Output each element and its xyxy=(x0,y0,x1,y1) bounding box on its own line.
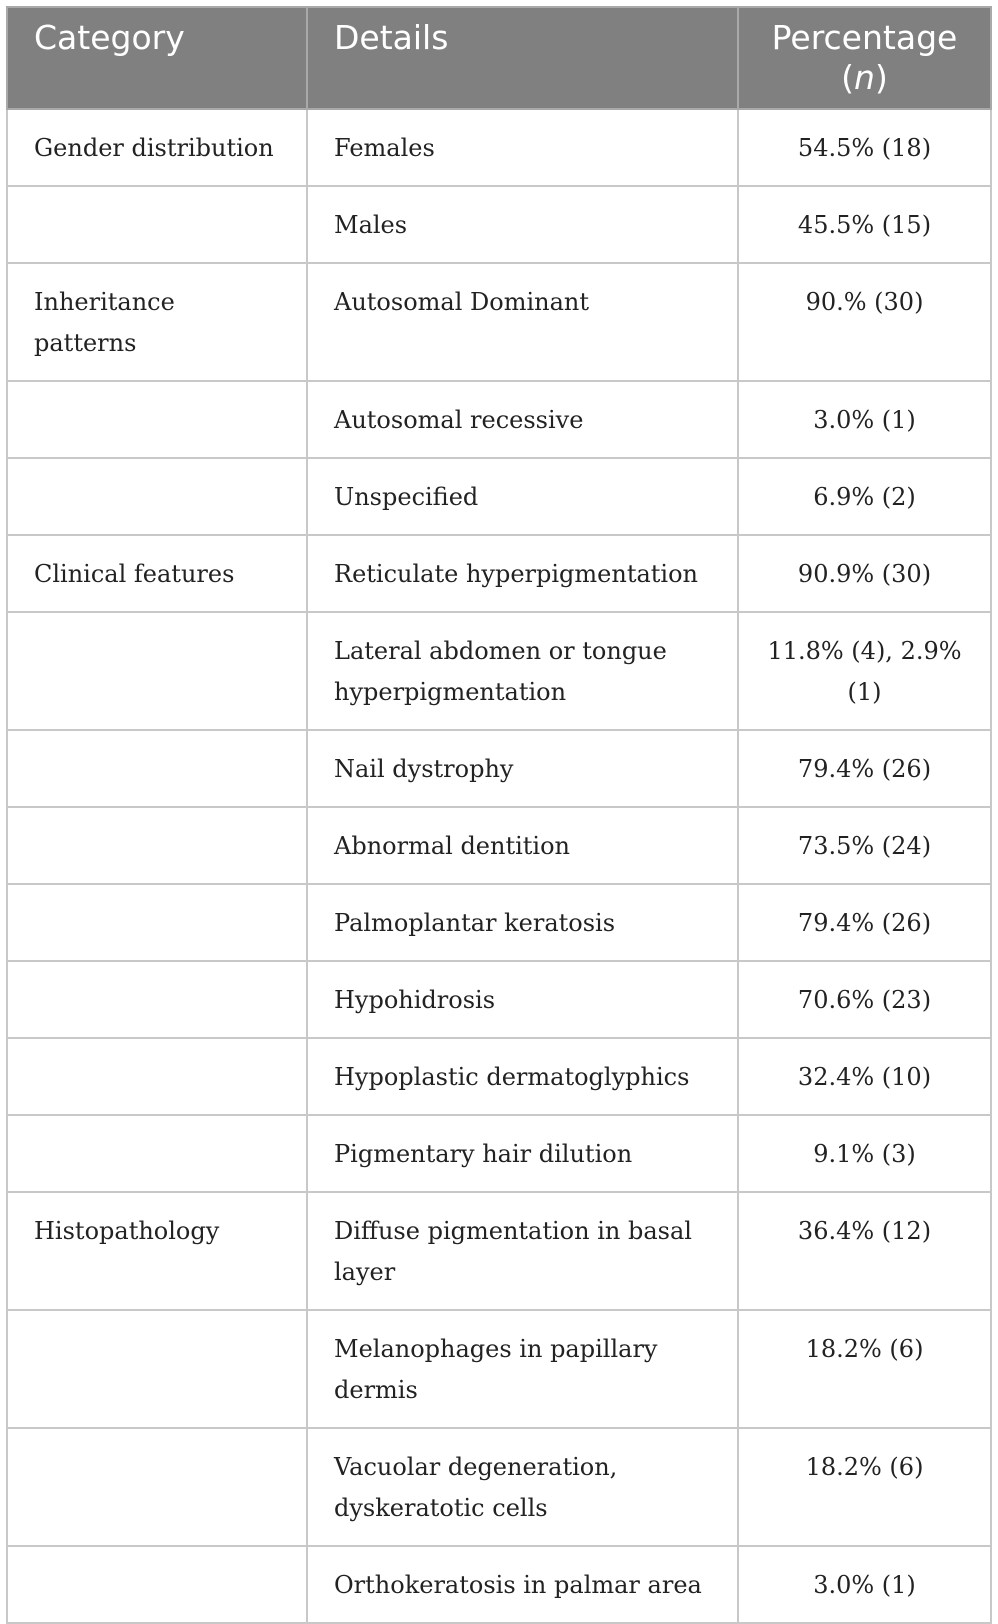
table-body xyxy=(7,109,991,1623)
cell-category: Histopathology xyxy=(7,1192,307,1310)
cell-details: Nail dystrophy xyxy=(307,730,738,807)
cell-percentage: 90.9% (30) xyxy=(738,535,991,612)
cell-percentage: 3.0% (1) xyxy=(738,1546,991,1623)
data-table xyxy=(6,6,992,1624)
cell-category xyxy=(7,807,307,884)
cell-category: Inheritance patterns xyxy=(7,263,307,381)
cell-category: Gender distribution xyxy=(7,109,307,186)
table-row xyxy=(7,381,991,458)
cell-category xyxy=(7,1428,307,1546)
cell-percentage: 18.2% (6) xyxy=(738,1310,991,1428)
table-header xyxy=(7,7,991,109)
cell-percentage: 11.8% (4), 2.9% (1) xyxy=(738,612,991,730)
cell-category xyxy=(7,884,307,961)
cell-category xyxy=(7,1115,307,1192)
cell-category: Clinical features xyxy=(7,535,307,612)
cell-percentage: 36.4% (12) xyxy=(738,1192,991,1310)
cell-percentage: 6.9% (2) xyxy=(738,458,991,535)
cell-percentage: 54.5% (18) xyxy=(738,109,991,186)
cell-details: Diffuse pigmentation in basal layer xyxy=(307,1192,738,1310)
table-row xyxy=(7,109,991,186)
header-details: Details xyxy=(307,7,738,109)
cell-percentage: 18.2% (6) xyxy=(738,1428,991,1546)
table-row xyxy=(7,1428,991,1546)
cell-category xyxy=(7,1546,307,1623)
header-percentage-label: Percentage xyxy=(771,18,958,57)
cell-percentage: 70.6% (23) xyxy=(738,961,991,1038)
cell-details: Unspecified xyxy=(307,458,738,535)
table-row xyxy=(7,961,991,1038)
table-row xyxy=(7,612,991,730)
cell-details: Vacuolar degeneration, dyskeratotic cells xyxy=(307,1428,738,1546)
table-row xyxy=(7,1192,991,1310)
cell-category xyxy=(7,458,307,535)
cell-details: Melanophages in papillary dermis xyxy=(307,1310,738,1428)
cell-details: Hypoplastic dermatoglyphics xyxy=(307,1038,738,1115)
cell-details: Palmoplantar keratosis xyxy=(307,884,738,961)
table-row xyxy=(7,1115,991,1192)
header-row xyxy=(7,7,991,109)
cell-percentage: 79.4% (26) xyxy=(738,730,991,807)
cell-percentage: 45.5% (15) xyxy=(738,186,991,263)
table-row xyxy=(7,807,991,884)
header-percentage: Percentage (n) xyxy=(738,7,991,109)
cell-category xyxy=(7,1038,307,1115)
cell-details: Males xyxy=(307,186,738,263)
cell-percentage: 73.5% (24) xyxy=(738,807,991,884)
table-row xyxy=(7,1038,991,1115)
cell-details: Lateral abdomen or tongue hyperpigmentation xyxy=(307,612,738,730)
table-row xyxy=(7,263,991,381)
table-row xyxy=(7,535,991,612)
cell-details: Abnormal dentition xyxy=(307,807,738,884)
cell-category xyxy=(7,961,307,1038)
cell-details: Females xyxy=(307,109,738,186)
cell-details: Autosomal recessive xyxy=(307,381,738,458)
table-row xyxy=(7,186,991,263)
cell-details: Hypohidrosis xyxy=(307,961,738,1038)
cell-category xyxy=(7,381,307,458)
cell-details: Reticulate hyperpigmentation xyxy=(307,535,738,612)
table-row xyxy=(7,730,991,807)
cell-category xyxy=(7,730,307,807)
cell-details: Orthokeratosis in palmar area xyxy=(307,1546,738,1623)
table-row xyxy=(7,458,991,535)
cell-category xyxy=(7,186,307,263)
header-category: Category xyxy=(7,7,307,109)
cell-category xyxy=(7,1310,307,1428)
table-row xyxy=(7,1310,991,1428)
cell-percentage: 32.4% (10) xyxy=(738,1038,991,1115)
cell-details: Autosomal Dominant xyxy=(307,263,738,381)
cell-percentage: 3.0% (1) xyxy=(738,381,991,458)
cell-percentage: 9.1% (3) xyxy=(738,1115,991,1192)
cell-percentage: 90.% (30) xyxy=(738,263,991,381)
cell-details: Pigmentary hair dilution xyxy=(307,1115,738,1192)
header-n-label: n xyxy=(854,58,875,97)
table-row xyxy=(7,884,991,961)
cell-percentage: 79.4% (26) xyxy=(738,884,991,961)
table-row xyxy=(7,1546,991,1623)
cell-category xyxy=(7,612,307,730)
